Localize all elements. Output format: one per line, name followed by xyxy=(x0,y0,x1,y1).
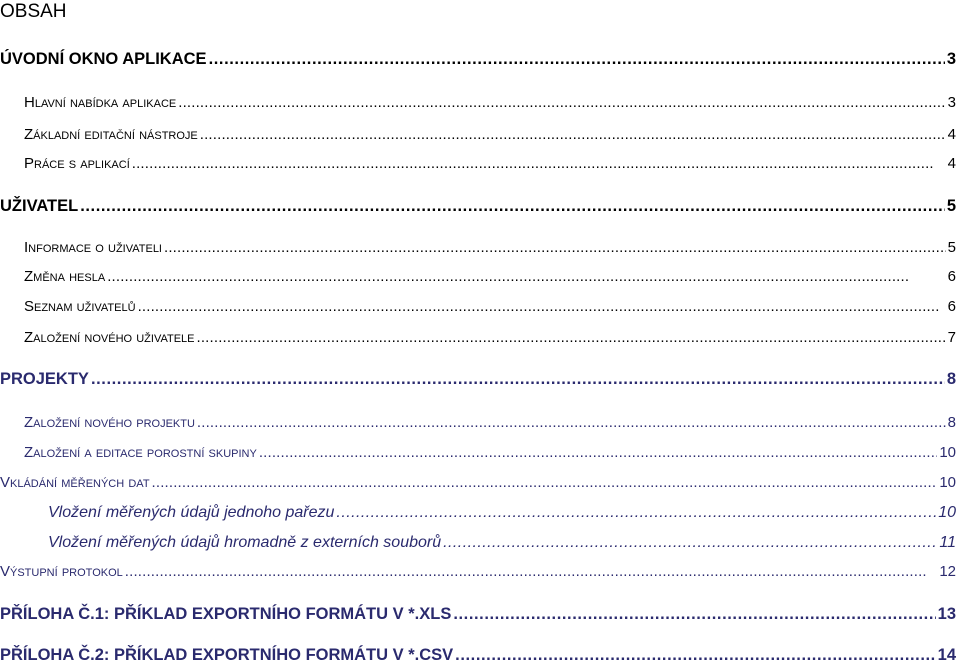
toc-entry[interactable] xyxy=(0,534,956,552)
toc-entry[interactable] xyxy=(0,268,956,285)
toc-entry[interactable] xyxy=(0,474,956,491)
toc-leader xyxy=(453,605,935,624)
page-title: OBSAH xyxy=(0,1,67,22)
toc-page: 11 xyxy=(939,534,956,551)
toc-leader xyxy=(125,563,938,580)
toc-leader xyxy=(132,155,946,172)
toc-leader xyxy=(443,534,937,552)
toc-label: UŽIVATEL xyxy=(0,197,79,215)
toc-label: Založení a editace porostní skupiny xyxy=(24,444,257,461)
toc-entry[interactable] xyxy=(0,94,956,111)
toc-label: Hlavní nabídka aplikace xyxy=(24,94,177,111)
toc-page: 8 xyxy=(947,414,956,431)
toc-label: PROJEKTY xyxy=(0,370,89,388)
toc-entry[interactable] xyxy=(0,504,956,522)
toc-entry[interactable] xyxy=(0,563,956,580)
toc-label: Vložení měřených údajů jednoho pařezu xyxy=(48,504,335,521)
toc-entry[interactable] xyxy=(0,126,956,143)
toc-entry[interactable] xyxy=(0,605,956,624)
toc-page: 10 xyxy=(939,444,956,461)
toc-entry[interactable] xyxy=(0,414,956,431)
toc-page: 13 xyxy=(937,605,956,623)
toc-leader xyxy=(80,197,945,216)
toc-label: PŘÍLOHA Č.2: PŘÍKLAD EXPORTNÍHO FORMÁTU V *.CSV xyxy=(0,646,454,664)
toc-leader xyxy=(138,298,946,315)
toc-label: Založení nového projektu xyxy=(24,414,195,431)
toc-label: Seznam uživatelů xyxy=(24,298,136,315)
toc-entry[interactable] xyxy=(0,197,956,216)
toc-page: 3 xyxy=(947,94,956,111)
toc-entry[interactable] xyxy=(0,50,956,69)
toc-page: 5 xyxy=(946,197,956,215)
toc-entry[interactable] xyxy=(0,646,956,665)
toc-leader xyxy=(152,474,938,491)
toc-label: PŘÍLOHA Č.1: PŘÍKLAD EXPORTNÍHO FORMÁTU V *.XLS xyxy=(0,605,452,623)
toc-entry[interactable] xyxy=(0,329,956,346)
toc-leader xyxy=(164,239,946,256)
toc-entry[interactable] xyxy=(0,444,956,461)
toc-leader xyxy=(107,268,945,285)
toc-page: 14 xyxy=(937,646,956,664)
toc-leader xyxy=(91,370,945,389)
toc-page: 4 xyxy=(947,126,956,143)
toc-page: 10 xyxy=(939,474,956,491)
toc-label: ÚVODNÍ OKNO APLIKACE xyxy=(0,50,207,68)
toc-page: 6 xyxy=(947,268,956,285)
toc-page: 6 xyxy=(947,298,956,315)
toc-label: Vkládání měřených dat xyxy=(0,474,150,491)
toc-entry[interactable] xyxy=(0,298,956,315)
toc-label: Vložení měřených údajů hromadně z externích souborů xyxy=(48,534,442,551)
toc-label: Informace o uživateli xyxy=(24,239,162,256)
toc-entry[interactable] xyxy=(0,155,956,172)
toc-entry[interactable] xyxy=(0,370,956,389)
toc-page: 3 xyxy=(946,50,956,68)
toc-label: Založení nového uživatele xyxy=(24,329,195,346)
toc-label: Práce s aplikací xyxy=(24,155,130,172)
toc-page: 8 xyxy=(946,370,956,388)
toc-leader xyxy=(197,329,946,346)
toc-leader xyxy=(455,646,935,665)
toc-label: Změna hesla xyxy=(24,268,106,285)
toc-leader xyxy=(200,126,946,143)
toc-leader xyxy=(178,94,945,111)
toc-label: Výstupní protokol xyxy=(0,563,123,580)
toc-leader xyxy=(197,414,946,431)
toc-leader xyxy=(209,50,945,69)
toc-leader xyxy=(259,444,937,461)
toc-page: 12 xyxy=(939,563,956,580)
toc-page: 7 xyxy=(947,329,956,346)
toc-leader xyxy=(336,504,936,522)
toc-entry[interactable] xyxy=(0,239,956,256)
toc-label: Základní editační nástroje xyxy=(24,126,198,143)
toc-page: 10 xyxy=(938,504,956,521)
toc-page: 4 xyxy=(947,155,956,172)
toc-page: 5 xyxy=(947,239,956,256)
